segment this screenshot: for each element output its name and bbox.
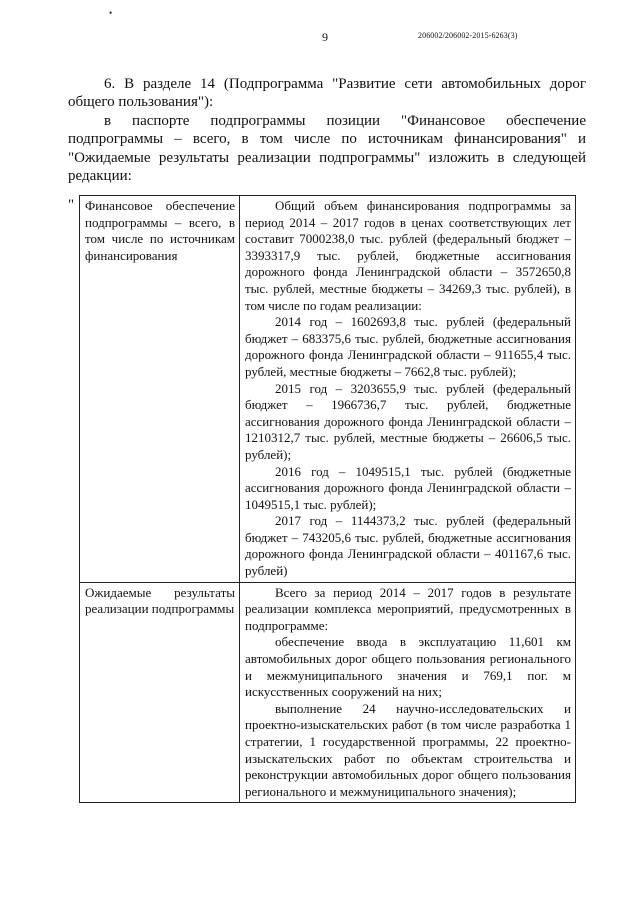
value-paragraph: 2015 год – 3203655,9 тыс. рублей (федеральный бюджет – 1966736,7 тыс. рублей, бюджетные ассигнования дорожного фонда Ленинградской области – 1210312,7 тыс. рублей, местные бюджеты – 26606,5 тыс. рублей); xyxy=(245,380,571,462)
intro-text xyxy=(68,75,586,185)
value-paragraph: Всего за период 2014 – 2017 годов в результате реализации комплекса мероприятий, предусмотренных в подпрограмме: xyxy=(245,584,571,633)
table-row-results xyxy=(80,582,576,803)
section-heading: 6. В разделе 14 (Подпрограмма "Развитие сети автомобильных дорог общего пользования"): xyxy=(68,76,586,111)
opening-quote: " xyxy=(68,197,75,213)
row-label-cell xyxy=(80,582,240,803)
document-code: 206002/206002-2015-6263(3) xyxy=(418,31,518,40)
row-label-cell xyxy=(80,196,240,583)
page-number: 9 xyxy=(322,30,328,44)
row-label: Финансовое обеспечение подпрограммы – всего, в том числе по источникам финансирования xyxy=(85,198,235,263)
value-paragraph: Общий объем финансирования подпрограммы за период 2014 – 2017 годов в ценах соответствующих лет составит 7000238,0 тыс. рублей (федеральный бюджет – 3393317,9 тыс. рублей, бюджетные ассигнования дорожного фонда Ленинградской области – 3572650,8 тыс. рублей, местные бюджеты – 34269,3 тыс. рублей), в том числе по годам реализации: xyxy=(245,198,571,313)
value-paragraph: обеспечение ввода в эксплуатацию 11,601 км автомобильных дорог общего пользования регионального и межмуниципального значения и 769,1 пог. м искусственных сооружений на них; xyxy=(245,634,571,700)
passport-table xyxy=(79,195,576,803)
table-row-financing xyxy=(80,196,576,583)
value-paragraph: 2016 год – 1049515,1 тыс. рублей (бюджетные ассигнования дорожного фонда Ленинградской области – 1049515,1 тыс. рублей); xyxy=(245,463,571,512)
value-paragraph: 2017 год – 1144373,2 тыс. рублей (федеральный бюджет – 743205,6 тыс. рублей, бюджетные ассигнования дорожного фонда Ленинградской области – 401167,6 тыс. рублей) xyxy=(245,513,571,579)
value-paragraph: 2014 год – 1602693,8 тыс. рублей (федеральный бюджет – 683375,6 тыс. рублей, бюджетные ассигнования дорожного фонда Ленинградской области – 911655,4 тыс. рублей, местные бюджеты – 7662,8 тыс. рублей); xyxy=(245,314,571,379)
instruction-paragraph: в паспорте подпрограммы позиции "Финансовое обеспечение подпрограммы – всего, в том числе по источникам финансирования" и "Ожидаемые результаты реализации подпрограммы" изложить в следующей редакции: xyxy=(68,112,586,185)
row-label: Ожидаемые результаты реализации подпрограммы xyxy=(85,584,235,617)
row-value-cell xyxy=(240,196,576,583)
value-paragraph: выполнение 24 научно-исследовательских и проектно-изыскательских работ (в том числе разработка 1 стратегии, 1 государственной программы, 22 проектно-изыскательских работ по объектам строительства и реконструкции автомобильных дорог общего пользования регионального и межмуниципального значения); xyxy=(245,700,571,799)
scan-mark: • xyxy=(109,8,113,18)
row-value-cell xyxy=(240,582,576,803)
